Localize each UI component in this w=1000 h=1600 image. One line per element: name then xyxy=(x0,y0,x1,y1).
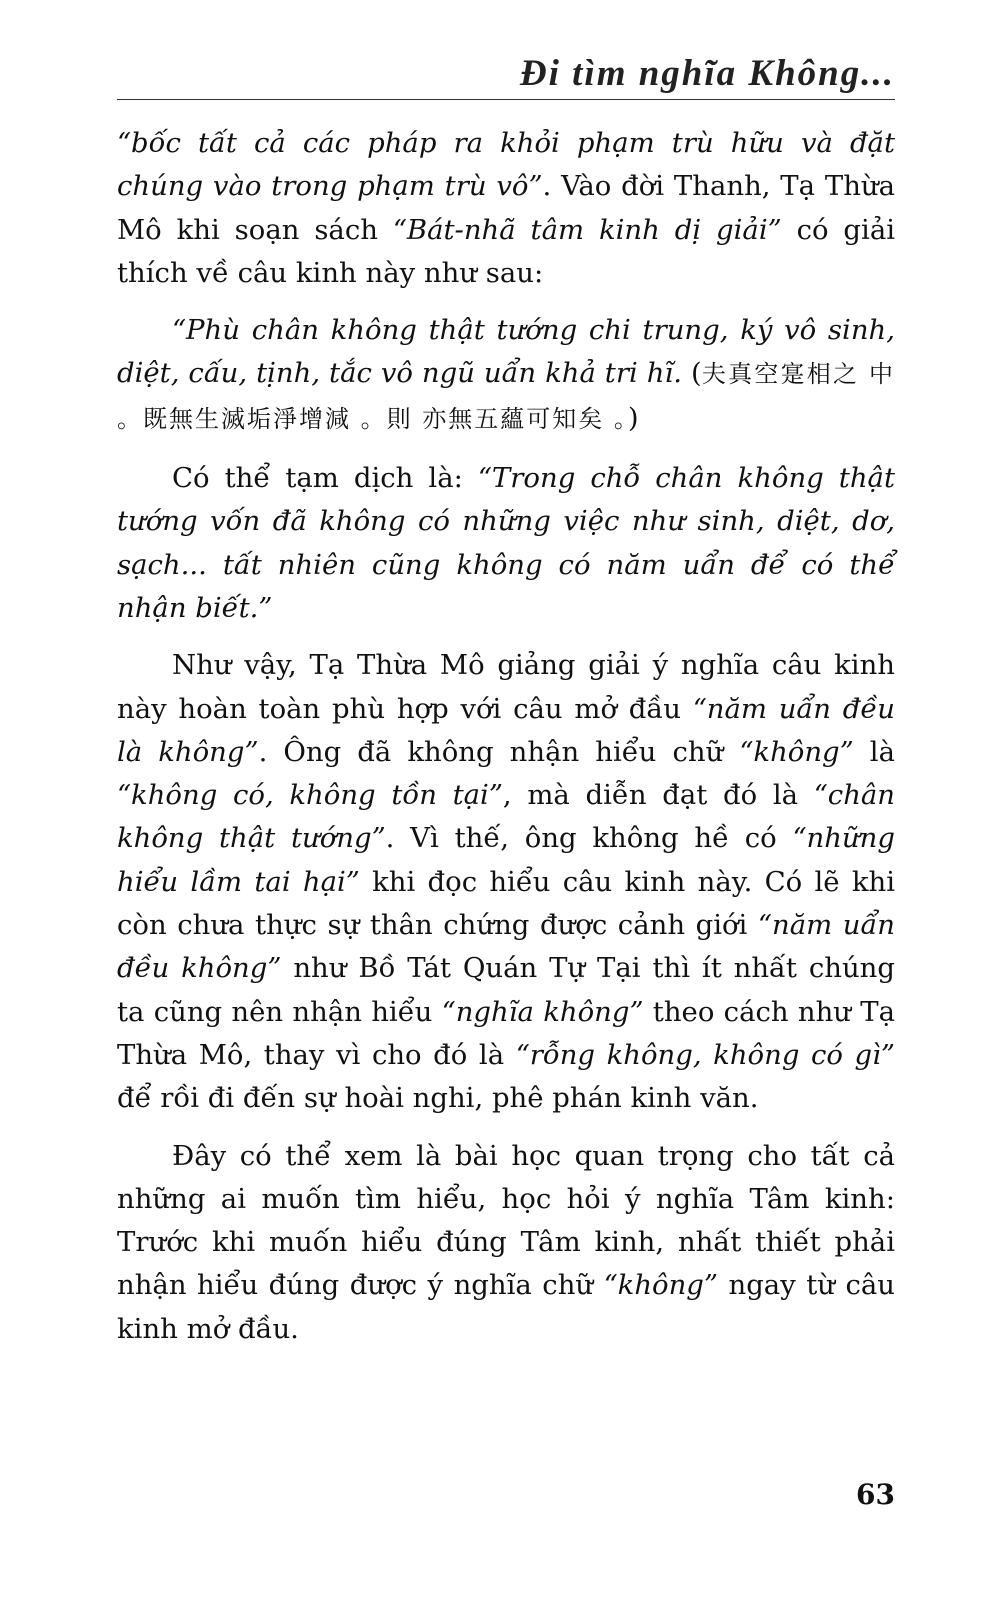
text: Có thể tạm dịch là: xyxy=(172,462,478,495)
paragraph-5 xyxy=(117,1135,895,1351)
text: Như vậy, Tạ Thừa Mô giảng giải ý nghĩa câu kinh này hoàn toàn phù hợp với câu mở đầu xyxy=(117,649,895,725)
text: là xyxy=(853,735,895,768)
text: khi đọc hiểu câu kinh này. Có lẽ khi còn chưa thực sự thân chứng được cảnh giới xyxy=(117,865,895,942)
quote: “Phù chân không thật tướng chi trung, ký vô sinh, diệt, cấu, tịnh, tắc vô ngũ uẩn khả tri hĩ. xyxy=(117,314,895,390)
book-title: “Bát-nhã tâm kinh dị giải” xyxy=(392,213,782,246)
text: Đây có thể xem là bài học quan trọng cho tất cả những ai muốn tìm hiểu, học hỏi ý nghĩa Tâm kinh: Trước khi muốn hiểu đúng Tâm kinh, nhất thiết phải nhận hiểu đúng được ý nghĩa chữ xyxy=(117,1139,895,1302)
quote: “năm uẩn đều là không” xyxy=(117,692,896,768)
page-number: 63 xyxy=(856,1478,895,1511)
text: , mà diễn đạt đó là xyxy=(502,779,814,812)
chinese-text: 夫真空寔相之 中 。既無生滅垢淨增減 。則 亦無五蘊可知矣 。 xyxy=(117,360,895,433)
text: ( xyxy=(682,357,702,390)
text: có giải thích về câu kinh này như sau: xyxy=(117,213,896,289)
text: để rồi đi đến sự hoài nghi, phê phán kinh văn. xyxy=(117,1082,759,1115)
paragraph-4 xyxy=(117,644,895,1120)
quote: “không” xyxy=(739,735,854,768)
text: ngay từ câu kinh mở đầu. xyxy=(117,1269,895,1345)
quote: “không có, không tồn tại” xyxy=(117,779,503,812)
quote: “những hiểu lầm tai hại” xyxy=(117,822,895,898)
body-text xyxy=(117,122,895,1365)
quote: “nghĩa không” xyxy=(441,995,644,1028)
paragraph-2-sutra-quote xyxy=(117,309,895,441)
paragraph-1 xyxy=(117,122,895,295)
running-header: Đi tìm nghĩa Không... xyxy=(519,53,895,94)
quote: “chân không thật tướng” xyxy=(117,779,896,855)
quote: “Trong chỗ chân không thật tướng vốn đã không có những việc như sinh, diệt, dơ, sạch... tất nhiên cũng không có năm uẩn để có thể nhận biết.” xyxy=(117,462,895,624)
text: . Vào đời Thanh, Tạ Thừa Mô khi soạn sách xyxy=(117,170,896,246)
text: theo cách như Tạ Thừa Mô, thay vì cho đó là xyxy=(117,995,896,1071)
quote: “không” xyxy=(603,1269,718,1302)
paragraph-3 xyxy=(117,457,895,630)
text: ) xyxy=(627,401,639,434)
text: như Bồ Tát Quán Tự Tại thì ít nhất chúng ta cũng nên nhận hiểu xyxy=(117,952,895,1028)
quote: “rỗng không, không có gì” xyxy=(515,1038,895,1071)
header-rule xyxy=(117,99,895,100)
text: . Ông đã không nhận hiểu chữ xyxy=(258,735,740,768)
quote: “bốc tất cả các pháp ra khỏi phạm trù hữu và đặt chúng vào trong phạm trù vô” xyxy=(117,127,895,203)
text: . Vì thế, ông không hề có xyxy=(385,822,793,855)
quote: “năm uẩn đều không” xyxy=(117,909,896,985)
book-page xyxy=(117,0,895,1600)
